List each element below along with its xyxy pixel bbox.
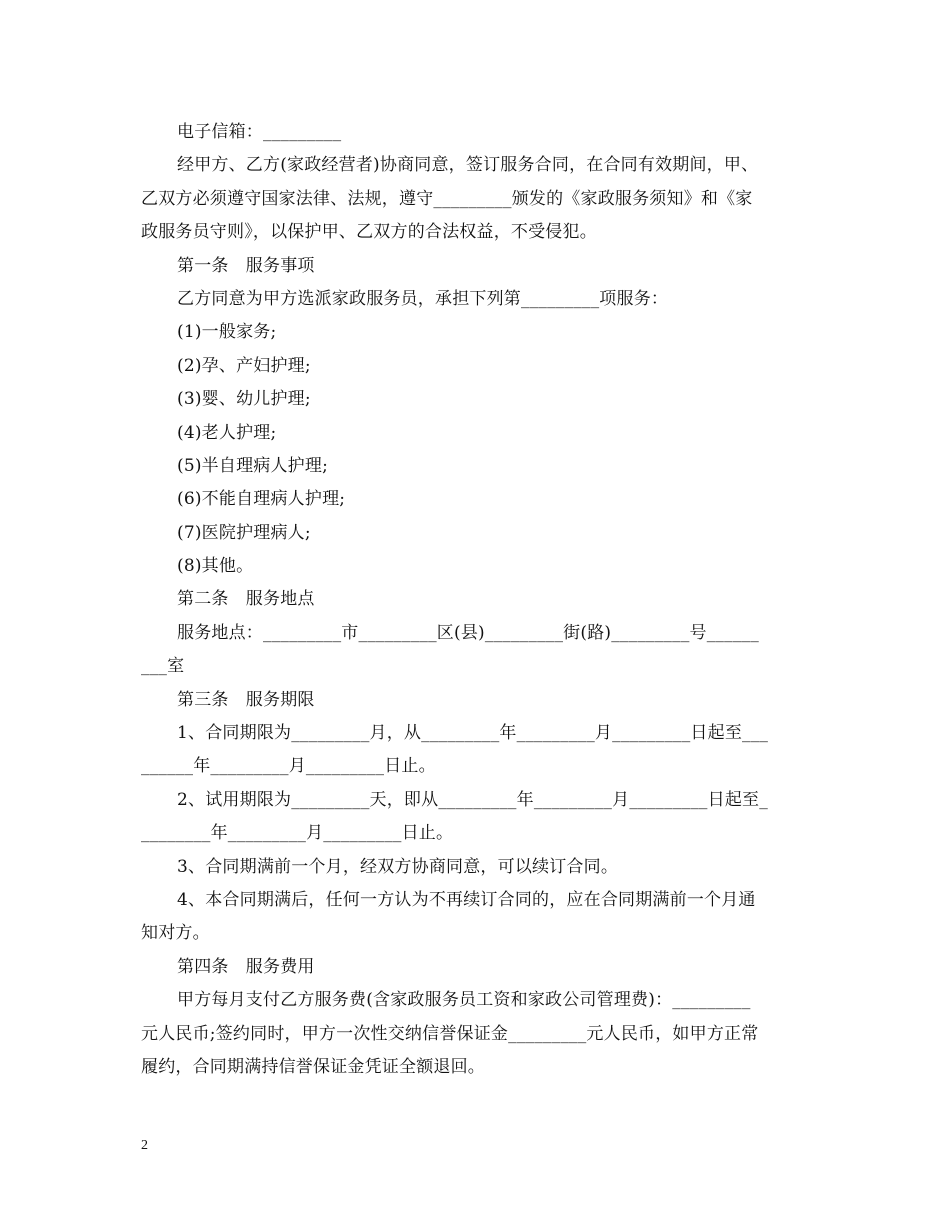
document-line: ______年_________月_________日止。 bbox=[141, 756, 436, 777]
document-line: 第三条 服务期限 bbox=[177, 689, 315, 710]
document-line: (7)医院护理病人; bbox=[177, 522, 311, 543]
document-line: 政服务员守则》，以保护甲、乙双方的合法权益，不受侵犯。 bbox=[141, 222, 597, 243]
document-line: 服务地点：_________市_________区(县)_________街(路)_________号______ bbox=[177, 622, 759, 643]
document-line: (1)一般家务; bbox=[177, 322, 277, 343]
document-line: 1、合同期限为_________月，从_________年_________月_________日起至___ bbox=[177, 723, 769, 744]
document-line: 甲方每月支付乙方服务费(含家政服务员工资和家政公司管理费)：_________ bbox=[177, 990, 751, 1011]
document-line: (2)孕、产妇护理; bbox=[177, 355, 311, 376]
document-line: 3、合同期满前一个月，经双方协商同意，可以续订合同。 bbox=[177, 856, 619, 877]
document-line: 2、试用期限为_________天，即从_________年_________月_________日起至_ bbox=[177, 789, 768, 810]
document-line: ________年_________月_________日止。 bbox=[141, 823, 454, 844]
document-line: (5)半自理病人护理; bbox=[177, 455, 329, 476]
document-line: 知对方。 bbox=[141, 923, 210, 944]
document-body bbox=[141, 116, 813, 1084]
document-line: 电子信箱：_________ bbox=[177, 122, 342, 142]
document-line: 乙双方必须遵守国家法律、法规，遵守_________颁发的《家政服务须知》和《家 bbox=[141, 188, 753, 209]
document-line: (3)婴、幼儿护理; bbox=[177, 389, 311, 410]
document-line: 经甲方、乙方(家政经营者)协商同意，签订服务合同，在合同有效期间，甲、 bbox=[177, 155, 759, 176]
page-number: 2 bbox=[141, 1138, 148, 1153]
document-line: 乙方同意为甲方选派家政服务员，承担下列第_________项服务： bbox=[177, 288, 669, 309]
document-line: 元人民币;签约同时，甲方一次性交纳信誉保证金_________元人民币，如甲方正常 bbox=[141, 1023, 759, 1044]
document-line: 第二条 服务地点 bbox=[177, 589, 315, 610]
document-line: 第四条 服务费用 bbox=[177, 956, 315, 977]
document-line: 履约，合同期满持信誉保证金凭证全额退回。 bbox=[141, 1056, 485, 1077]
document-line: (6)不能自理病人护理; bbox=[177, 489, 346, 510]
document-line: ___室 bbox=[141, 656, 185, 677]
document-line: (8)其他。 bbox=[177, 556, 254, 577]
document-line: 4、本合同期满后，任何一方认为不再续订合同的，应在合同期满前一个月通 bbox=[177, 889, 756, 910]
document-line: (4)老人护理; bbox=[177, 422, 277, 443]
document-line: 第一条 服务事项 bbox=[177, 255, 315, 276]
